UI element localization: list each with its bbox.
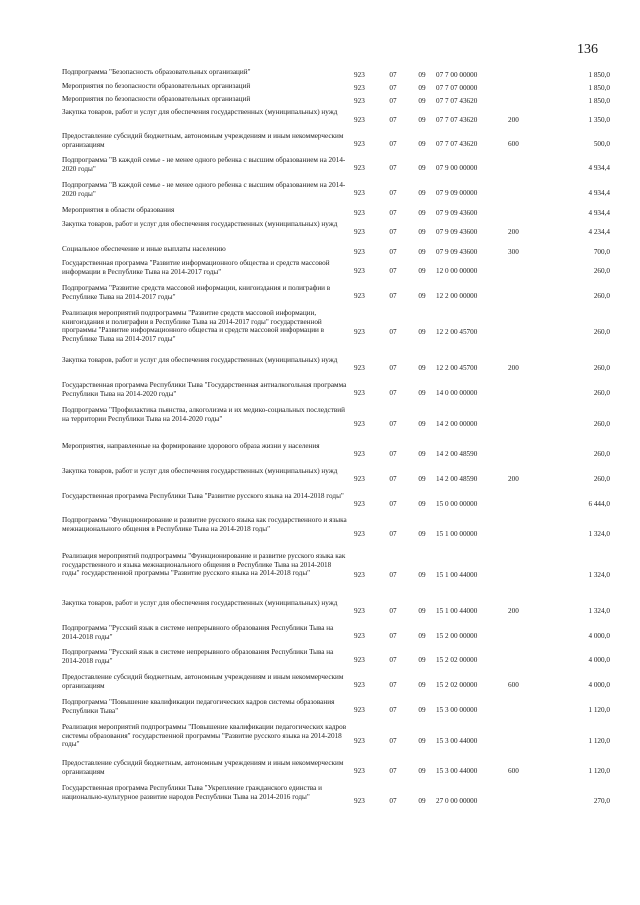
target-article-code: 15 1 00 44000 — [436, 571, 478, 580]
amount: 4 934,4 — [588, 208, 610, 217]
expense-kind-code — [508, 309, 542, 356]
table-row — [62, 442, 610, 467]
amount: 4 000,0 — [588, 656, 610, 665]
section-code: 07 — [389, 631, 397, 640]
amount: 1 850,0 — [588, 97, 610, 106]
table-row — [62, 467, 610, 492]
target-article-code: 14 2 00 48590 — [436, 450, 478, 459]
subsection-code: 09 — [418, 389, 426, 398]
expense-kind-code: 200 — [508, 607, 519, 616]
section-code: 07 — [389, 247, 397, 256]
expense-kind-code: 200 — [508, 364, 519, 373]
subsection-code: 09 — [418, 656, 426, 665]
table-row — [62, 381, 610, 406]
section-code: 07 — [389, 364, 397, 373]
ministry-code: 923 — [354, 499, 365, 508]
subsection-code: 09 — [418, 450, 426, 459]
amount: 260,0 — [593, 419, 610, 428]
expense-kind-code: 200 — [508, 475, 519, 484]
row-name: Мероприятия, направленные на формирование здорового образа жизни у населения — [62, 442, 320, 450]
subsection-code: 09 — [418, 364, 426, 373]
subsection-code: 09 — [418, 70, 426, 79]
row-name: Государственная программа "Развитие информационного общества и средств массовой информации в Республике Тыва на 2014-2017 годы" — [62, 259, 330, 276]
target-article-code: 15 0 00 00000 — [436, 499, 478, 508]
ministry-code: 923 — [354, 607, 365, 616]
table-row — [62, 406, 610, 442]
amount: 260,0 — [593, 267, 610, 276]
subsection-code: 09 — [418, 681, 426, 690]
row-name: Государственная программа Республики Тыва "Государственная антиалкогольная программа Республики Тыва на 2014-2020 годы" — [62, 381, 347, 398]
ministry-code: 923 — [354, 681, 365, 690]
budget-table-body — [62, 68, 610, 819]
expense-kind-code — [508, 624, 542, 648]
amount: 260,0 — [593, 450, 610, 459]
table-row — [62, 245, 610, 259]
amount: 500,0 — [593, 139, 610, 148]
subsection-code: 09 — [418, 706, 426, 715]
ministry-code: 923 — [354, 84, 365, 93]
expense-kind-code — [508, 206, 542, 220]
section-code: 07 — [389, 656, 397, 665]
amount: 1 324,0 — [588, 571, 610, 580]
subsection-code: 09 — [418, 797, 426, 806]
row-name: Закупка товаров, работ и услуг для обеспечения государственных (муниципальных) нужд — [62, 220, 338, 228]
amount: 1 350,0 — [588, 115, 610, 124]
target-article-code: 15 1 00 00000 — [436, 529, 478, 538]
table-row — [62, 259, 610, 284]
table-row — [62, 132, 610, 156]
subsection-code: 09 — [418, 164, 426, 173]
subsection-code: 09 — [418, 84, 426, 93]
subsection-code: 09 — [418, 328, 426, 337]
section-code: 07 — [389, 529, 397, 538]
ministry-code: 923 — [354, 364, 365, 373]
row-name: Мероприятия по безопасности образовательных организаций — [62, 95, 251, 103]
expense-kind-code — [508, 698, 542, 723]
expense-kind-code — [508, 723, 542, 759]
target-article-code: 15 2 02 00000 — [436, 656, 478, 665]
target-article-code: 14 2 00 00000 — [436, 419, 478, 428]
amount: 4 934,4 — [588, 189, 610, 198]
amount: 4 000,0 — [588, 681, 610, 690]
section-code: 07 — [389, 706, 397, 715]
expense-kind-code: 600 — [508, 681, 519, 690]
row-name: Подпрограмма "В каждой семье - не менее одного ребенка с высшим образованием на 2014-2020 годы" — [62, 156, 346, 173]
ministry-code: 923 — [354, 228, 365, 237]
expense-kind-code — [508, 68, 542, 82]
table-row — [62, 68, 610, 82]
amount: 6 444,0 — [588, 499, 610, 508]
section-code: 07 — [389, 767, 397, 776]
ministry-code: 923 — [354, 328, 365, 337]
row-name: Предоставление субсидий бюджетным, автономным учреждениям и иным некоммерческим организациям — [62, 132, 344, 149]
section-code: 07 — [389, 292, 397, 301]
subsection-code: 09 — [418, 267, 426, 276]
section-code: 07 — [389, 115, 397, 124]
amount: 4 000,0 — [588, 631, 610, 640]
target-article-code: 12 2 00 45700 — [436, 328, 478, 337]
amount: 260,0 — [593, 292, 610, 301]
ministry-code: 923 — [354, 706, 365, 715]
subsection-code: 09 — [418, 97, 426, 106]
ministry-code: 923 — [354, 189, 365, 198]
amount: 260,0 — [593, 475, 610, 484]
section-code: 07 — [389, 189, 397, 198]
target-article-code: 07 7 07 43620 — [436, 97, 478, 106]
row-name: Реализация мероприятий подпрограммы "Развитие средств массовой информации, книгоиздания и полиграфии в Республике Тыва на 2014-2017 годы" государственной программы "Развитие информационного общества и средств массовой информации в Республике Тыва на 2014-2017 годы" — [62, 309, 325, 343]
row-name: Подпрограмма "Развитие средств массовой информации, книгоиздания и полиграфии в Республике Тыва на 2014-2017 годы" — [62, 284, 331, 301]
expense-kind-code — [508, 156, 542, 181]
ministry-code: 923 — [354, 208, 365, 217]
section-code: 07 — [389, 97, 397, 106]
section-code: 07 — [389, 607, 397, 616]
table-row — [62, 723, 610, 759]
table-row — [62, 759, 610, 784]
row-name: Предоставление субсидий бюджетным, автономным учреждениям и иным некоммерческим организациям — [62, 759, 344, 776]
ministry-code: 923 — [354, 475, 365, 484]
table-row — [62, 624, 610, 648]
table-row — [62, 95, 610, 108]
ministry-code: 923 — [354, 571, 365, 580]
table-row — [62, 206, 610, 220]
section-code: 07 — [389, 328, 397, 337]
section-code: 07 — [389, 267, 397, 276]
section-code: 07 — [389, 499, 397, 508]
target-article-code: 15 3 00 44000 — [436, 767, 478, 776]
section-code: 07 — [389, 450, 397, 459]
target-article-code: 07 7 00 00000 — [436, 70, 478, 79]
ministry-code: 923 — [354, 267, 365, 276]
row-name: Реализация мероприятий подпрограммы "Повышение квалификации педагогических кадров системы образования" государственной программы "Развитие русского языка на 2014-2018 годы" — [62, 723, 347, 749]
table-row — [62, 284, 610, 309]
subsection-code: 09 — [418, 189, 426, 198]
table-row — [62, 181, 610, 206]
target-article-code: 12 2 00 45700 — [436, 364, 478, 373]
subsection-code: 09 — [418, 767, 426, 776]
subsection-code: 09 — [418, 736, 426, 745]
amount: 4 234,4 — [588, 228, 610, 237]
row-name: Подпрограмма "Безопасность образовательных организаций" — [62, 68, 251, 76]
target-article-code: 07 9 00 00000 — [436, 164, 478, 173]
expense-kind-code — [508, 516, 542, 552]
section-code: 07 — [389, 571, 397, 580]
ministry-code: 923 — [354, 767, 365, 776]
subsection-code: 09 — [418, 571, 426, 580]
expense-kind-code: 600 — [508, 139, 519, 148]
amount: 1 120,0 — [588, 767, 610, 776]
section-code: 07 — [389, 419, 397, 428]
section-code: 07 — [389, 208, 397, 217]
row-name: Подпрограмма "Повышение квалификации педагогических кадров системы образования Республики Тыва" — [62, 698, 335, 715]
ministry-code: 923 — [354, 419, 365, 428]
row-name: Закупка товаров, работ и услуг для обеспечения государственных (муниципальных) нужд — [62, 599, 338, 607]
row-name: Реализация мероприятий подпрограммы "Функционирование и развитие русского языка как государственного и языка межнационального общения в Республике Тыва на 2014-2018 годы" государственной программы "Развитие русского языка на 2014-2018 годы" — [62, 552, 346, 578]
expense-kind-code — [508, 442, 542, 467]
target-article-code: 07 7 07 43620 — [436, 115, 478, 124]
target-article-code: 07 7 07 43620 — [436, 139, 478, 148]
section-code: 07 — [389, 164, 397, 173]
section-code: 07 — [389, 475, 397, 484]
ministry-code: 923 — [354, 247, 365, 256]
table-row — [62, 220, 610, 245]
table-row — [62, 356, 610, 381]
target-article-code: 07 9 09 43600 — [436, 208, 478, 217]
target-article-code: 07 9 09 43600 — [436, 247, 478, 256]
amount: 270,0 — [593, 797, 610, 806]
row-name: Мероприятия в области образования — [62, 206, 175, 214]
section-code: 07 — [389, 797, 397, 806]
ministry-code: 923 — [354, 292, 365, 301]
table-row — [62, 156, 610, 181]
subsection-code: 09 — [418, 529, 426, 538]
amount: 1 120,0 — [588, 706, 610, 715]
subsection-code: 09 — [418, 419, 426, 428]
table-row — [62, 552, 610, 599]
section-code: 07 — [389, 84, 397, 93]
expense-kind-code: 200 — [508, 115, 519, 124]
ministry-code: 923 — [354, 450, 365, 459]
subsection-code: 09 — [418, 499, 426, 508]
row-name: Закупка товаров, работ и услуг для обеспечения государственных (муниципальных) нужд — [62, 108, 338, 116]
target-article-code: 15 3 00 00000 — [436, 706, 478, 715]
expense-kind-code — [508, 284, 542, 309]
row-name: Подпрограмма "Профилактика пьянства, алкоголизма и их медико-социальных последствий на территории Республики Тыва на 2014-2020 годы" — [62, 406, 345, 423]
subsection-code: 09 — [418, 475, 426, 484]
ministry-code: 923 — [354, 115, 365, 124]
ministry-code: 923 — [354, 529, 365, 538]
section-code: 07 — [389, 70, 397, 79]
ministry-code: 923 — [354, 631, 365, 640]
row-name: Подпрограмма "В каждой семье - не менее одного ребенка с высшим образованием на 2014-2020 годы" — [62, 181, 346, 198]
section-code: 07 — [389, 736, 397, 745]
amount: 260,0 — [593, 328, 610, 337]
ministry-code: 923 — [354, 70, 365, 79]
subsection-code: 09 — [418, 631, 426, 640]
row-name: Подпрограмма "Русский язык в системе непрерывного образования Республики Тыва на 2014-2018 годы" — [62, 648, 334, 665]
table-row — [62, 648, 610, 673]
row-name: Государственная программа Республики Тыва "Развитие русского языка на 2014-2018 годы" — [62, 492, 344, 500]
budget-table — [62, 68, 610, 819]
amount: 4 934,4 — [588, 164, 610, 173]
row-name: Подпрограмма "Русский язык в системе непрерывного образования Республики Тыва на 2014-2018 годы" — [62, 624, 334, 641]
table-row — [62, 82, 610, 95]
target-article-code: 07 9 09 43600 — [436, 228, 478, 237]
subsection-code: 09 — [418, 292, 426, 301]
target-article-code: 15 2 00 00000 — [436, 631, 478, 640]
expense-kind-code — [508, 552, 542, 599]
expense-kind-code: 600 — [508, 767, 519, 776]
expense-kind-code — [508, 492, 542, 516]
target-article-code: 15 2 02 00000 — [436, 681, 478, 690]
amount: 1 324,0 — [588, 529, 610, 538]
subsection-code: 09 — [418, 208, 426, 217]
target-article-code: 15 3 00 44000 — [436, 736, 478, 745]
row-name: Предоставление субсидий бюджетным, автономным учреждениям и иным некоммерческим организациям — [62, 673, 344, 690]
row-name: Государственная программа Республики Тыва "Укрепление гражданского единства и национально-культурное развитие народов Республики Тыва на 2014-2016 годы" — [62, 784, 322, 801]
target-article-code: 14 2 00 48590 — [436, 475, 478, 484]
target-article-code: 07 9 09 00000 — [436, 189, 478, 198]
target-article-code: 27 0 00 00000 — [436, 797, 478, 806]
section-code: 07 — [389, 139, 397, 148]
ministry-code: 923 — [354, 389, 365, 398]
subsection-code: 09 — [418, 607, 426, 616]
expense-kind-code — [508, 406, 542, 442]
amount: 1 850,0 — [588, 84, 610, 93]
expense-kind-code: 300 — [508, 247, 519, 256]
row-name: Мероприятия по безопасности образовательных организаций — [62, 82, 251, 90]
table-row — [62, 516, 610, 552]
ministry-code: 923 — [354, 736, 365, 745]
table-row — [62, 309, 610, 356]
target-article-code: 14 0 00 00000 — [436, 389, 478, 398]
amount: 1 120,0 — [588, 736, 610, 745]
subsection-code: 09 — [418, 247, 426, 256]
target-article-code: 12 2 00 00000 — [436, 292, 478, 301]
expense-kind-code — [508, 648, 542, 673]
amount: 260,0 — [593, 364, 610, 373]
expense-kind-code — [508, 181, 542, 206]
amount: 1 324,0 — [588, 607, 610, 616]
ministry-code: 923 — [354, 164, 365, 173]
subsection-code: 09 — [418, 228, 426, 237]
subsection-code: 09 — [418, 115, 426, 124]
table-row — [62, 784, 610, 819]
row-name: Подпрограмма "Функционирование и развитие русского языка как государственного и языка межнационального общения в Республике Тыва на 2014-2018 годы" — [62, 516, 347, 533]
table-row — [62, 108, 610, 132]
table-row — [62, 492, 610, 516]
ministry-code: 923 — [354, 797, 365, 806]
section-code: 07 — [389, 681, 397, 690]
amount: 700,0 — [593, 247, 610, 256]
row-name: Закупка товаров, работ и услуг для обеспечения государственных (муниципальных) нужд — [62, 356, 338, 364]
target-article-code: 15 1 00 44000 — [436, 607, 478, 616]
amount: 1 850,0 — [588, 70, 610, 79]
section-code: 07 — [389, 389, 397, 398]
target-article-code: 12 0 00 00000 — [436, 267, 478, 276]
row-name: Закупка товаров, работ и услуг для обеспечения государственных (муниципальных) нужд — [62, 467, 338, 475]
ministry-code: 923 — [354, 97, 365, 106]
subsection-code: 09 — [418, 139, 426, 148]
section-code: 07 — [389, 228, 397, 237]
table-row — [62, 698, 610, 723]
page-number: 136 — [577, 42, 598, 57]
ministry-code: 923 — [354, 656, 365, 665]
expense-kind-code — [508, 95, 542, 108]
expense-kind-code — [508, 259, 542, 284]
expense-kind-code — [508, 82, 542, 95]
expense-kind-code — [508, 784, 542, 819]
expense-kind-code: 200 — [508, 228, 519, 237]
target-article-code: 07 7 07 00000 — [436, 84, 478, 93]
amount: 260,0 — [593, 389, 610, 398]
expense-kind-code — [508, 381, 542, 406]
ministry-code: 923 — [354, 139, 365, 148]
row-name: Социальное обеспечение и иные выплаты населению — [62, 245, 226, 253]
table-row — [62, 673, 610, 698]
table-row — [62, 599, 610, 624]
